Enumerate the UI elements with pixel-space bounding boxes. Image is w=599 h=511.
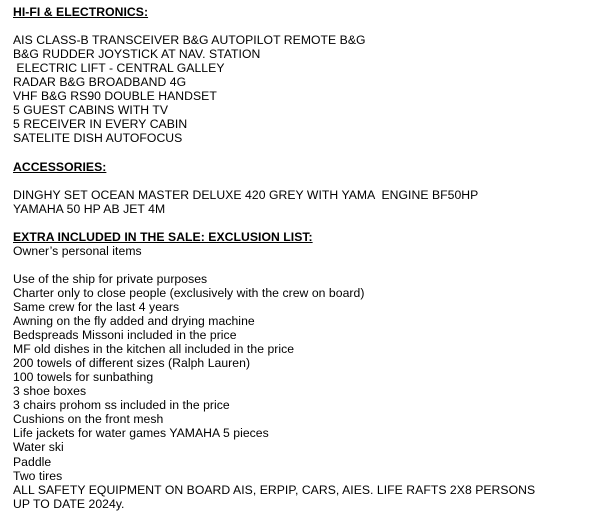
spacer — [13, 216, 593, 230]
spacer — [13, 174, 593, 188]
list-item: Life jackets for water games YAMAHA 5 pieces — [13, 426, 269, 441]
accessories-heading: ACCESSORIES: — [13, 159, 107, 174]
list-item: RADAR B&G BROADBAND 4G — [13, 75, 187, 90]
list-item: Paddle — [13, 454, 52, 469]
list-item: ALL SAFETY EQUIPMENT ON BOARD AIS, ERPIP, CARS, AIES. LIFE RAFTS 2X8 PERSONS — [13, 482, 536, 497]
list-item: Same crew for the last 4 years — [13, 299, 180, 314]
extra-heading: EXTRA INCLUDED IN THE SALE: EXCLUSION LIST: — [13, 229, 313, 244]
list-item: Bedspreads Missoni included in the price — [13, 328, 237, 343]
hifi-heading: HI-FI & ELECTRONICS: — [13, 5, 149, 19]
list-item: 3 shoe boxes — [13, 384, 87, 399]
list-item: B&G RUDDER JOYSTICK AT NAV. STATION — [13, 47, 261, 62]
list-item: Two tires — [13, 468, 63, 483]
list-item: UP TO DATE 2024y. — [13, 496, 125, 511]
extra-subtitle: Owner’s personal items — [13, 243, 142, 258]
document — [13, 5, 593, 511]
list-item: 3 chairs prohom ss included in the price — [13, 398, 230, 413]
list-item: VHF B&G RS90 DOUBLE HANDSET — [13, 89, 217, 104]
list-item: Cushions on the front mesh — [13, 412, 164, 427]
spacer — [13, 19, 593, 33]
extra-list — [13, 272, 593, 511]
spacer — [13, 145, 593, 159]
list-item: 5 GUEST CABINS WITH TV — [13, 103, 169, 118]
spacer — [13, 258, 593, 272]
list-item: MF old dishes in the kitchen all included in the price — [13, 342, 295, 357]
list-item: DINGHY SET OCEAN MASTER DELUXE 420 GREY WITH YAMA ENGINE BF50HP — [13, 187, 479, 202]
list-item: SATELITE DISH AUTOFOCUS — [13, 131, 183, 146]
list-item: Awning on the fly added and drying machine — [13, 314, 255, 329]
list-item: Use of the ship for private purposes — [13, 271, 208, 286]
hifi-list — [13, 33, 593, 145]
list-item: 5 RECEIVER IN EVERY CABIN — [13, 117, 188, 132]
list-item: ELECTRIC LIFT - CENTRAL GALLEY — [13, 61, 225, 76]
list-item: Charter only to close people (exclusively with the crew on board) — [13, 285, 365, 300]
accessories-list — [13, 188, 593, 216]
list-item: 200 towels of different sizes (Ralph Lauren) — [13, 356, 251, 371]
list-item: 100 towels for sunbathing — [13, 370, 154, 385]
list-item: Water ski — [13, 440, 64, 455]
list-item: AIS CLASS-B TRANSCEIVER B&G AUTOPILOT REMOTE B&G — [13, 33, 366, 48]
list-item: YAMAHA 50 HP AB JET 4M — [13, 201, 166, 216]
